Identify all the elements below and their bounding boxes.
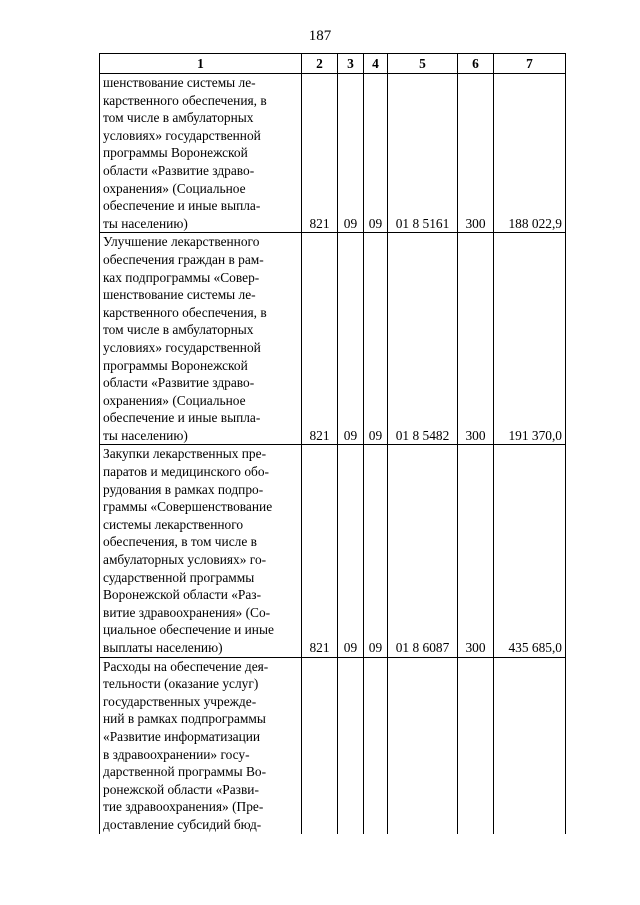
row-amount: 435 685,0 <box>494 445 566 657</box>
table-row <box>100 74 566 233</box>
description-line: тельности (оказание услуг) <box>103 676 259 692</box>
description-line: Воронежской области «Раз- <box>103 587 262 603</box>
description-line: области «Развитие здраво- <box>103 375 255 391</box>
row-subsection: 09 <box>364 233 388 445</box>
row-target-article: 01 8 5482 <box>388 233 458 445</box>
description-line: тие здравоохранения» (Пре- <box>103 799 264 815</box>
row-expense-type: 300 <box>458 445 494 657</box>
row-section: 09 <box>338 445 364 657</box>
description-line: «Развитие информатизации <box>103 728 261 744</box>
row-admin-code: 821 <box>302 74 338 233</box>
table-body <box>100 74 566 834</box>
description-line: витие здравоохранения» (Со- <box>103 604 271 620</box>
description-line: ты населению) <box>103 427 188 443</box>
description-line: доставление субсидий бюд- <box>103 816 262 832</box>
description-line: обеспечение и иные выпла- <box>103 198 261 214</box>
description-line: условиях» государственной <box>103 127 261 143</box>
row-expense-type: 300 <box>458 233 494 445</box>
description-line: рудования в рамках подпро- <box>103 481 264 497</box>
row-amount: 188 022,9 <box>494 74 566 233</box>
description-line: карственного обеспечения, в <box>103 92 267 108</box>
row-target-article: 01 8 5161 <box>388 74 458 233</box>
row-section <box>338 657 364 833</box>
description-line: выплаты населению) <box>103 640 223 655</box>
description-line: том числе в амбулаторных <box>103 110 254 126</box>
description-line: государственных учрежде- <box>103 693 257 709</box>
row-target-article <box>388 657 458 833</box>
description-line: обеспечения граждан в рам- <box>103 251 264 267</box>
row-description <box>100 233 302 445</box>
description-line: ний в рамках подпрограммы <box>103 711 266 727</box>
description-line: ках подпрограммы «Совер- <box>103 269 260 285</box>
row-expense-type: 300 <box>458 74 494 233</box>
description-line: в здравоохранении» госу- <box>103 746 250 762</box>
row-section: 09 <box>338 74 364 233</box>
header-col-4: 4 <box>364 54 388 74</box>
description-line: области «Развитие здраво- <box>103 162 255 178</box>
description-line: программы Воронежской <box>103 145 248 161</box>
row-expense-type <box>458 657 494 833</box>
description-line: Расходы на обеспечение дея- <box>103 658 269 674</box>
row-admin-code: 821 <box>302 233 338 445</box>
description-line: шенствование системы ле- <box>103 287 256 303</box>
description-line: сударственной программы <box>103 569 255 585</box>
page-number: 187 <box>308 28 332 44</box>
table-row <box>100 233 566 445</box>
header-col-7: 7 <box>494 54 566 74</box>
table-row <box>100 657 566 833</box>
row-subsection <box>364 657 388 833</box>
description-line: ронежской области «Разви- <box>103 781 259 797</box>
description-line: системы лекарственного <box>103 516 244 532</box>
description-line: амбулаторных условиях» го- <box>103 552 267 568</box>
row-section: 09 <box>338 233 364 445</box>
row-description <box>100 445 302 657</box>
budget-table <box>99 53 566 834</box>
header-col-5: 5 <box>388 54 458 74</box>
description-line: том числе в амбулаторных <box>103 322 254 338</box>
description-line: условиях» государственной <box>103 339 261 355</box>
description-line: охранения» (Социальное <box>103 392 246 408</box>
row-admin-code: 821 <box>302 445 338 657</box>
description-line: обеспечения, в том числе в <box>103 534 257 550</box>
header-col-1: 1 <box>100 54 302 74</box>
description-line: паратов и медицинского обо- <box>103 464 270 480</box>
description-line: карственного обеспечения, в <box>103 304 267 320</box>
description-line: программы Воронежской <box>103 357 248 373</box>
row-description <box>100 657 302 833</box>
header-col-6: 6 <box>458 54 494 74</box>
description-line: обеспечение и иные выпла- <box>103 410 261 426</box>
header-row <box>100 54 566 74</box>
row-subsection: 09 <box>364 74 388 233</box>
description-line: охранения» (Социальное <box>103 180 246 196</box>
description-line: шенствование системы ле- <box>103 75 256 90</box>
row-admin-code <box>302 657 338 833</box>
header-col-3: 3 <box>338 54 364 74</box>
row-subsection: 09 <box>364 445 388 657</box>
description-line: Улучшение лекарственного <box>103 234 260 250</box>
header-col-2: 2 <box>302 54 338 74</box>
row-amount: 191 370,0 <box>494 233 566 445</box>
description-line: Закупки лекарственных пре- <box>103 446 267 462</box>
description-line: циальное обеспечение и иные <box>103 622 274 638</box>
row-description <box>100 74 302 233</box>
table-row <box>100 445 566 657</box>
row-target-article: 01 8 6087 <box>388 445 458 657</box>
description-line: дарственной программы Во- <box>103 764 267 780</box>
row-amount <box>494 657 566 833</box>
description-line: граммы «Совершенствование <box>103 499 273 515</box>
description-line: ты населению) <box>103 215 188 231</box>
